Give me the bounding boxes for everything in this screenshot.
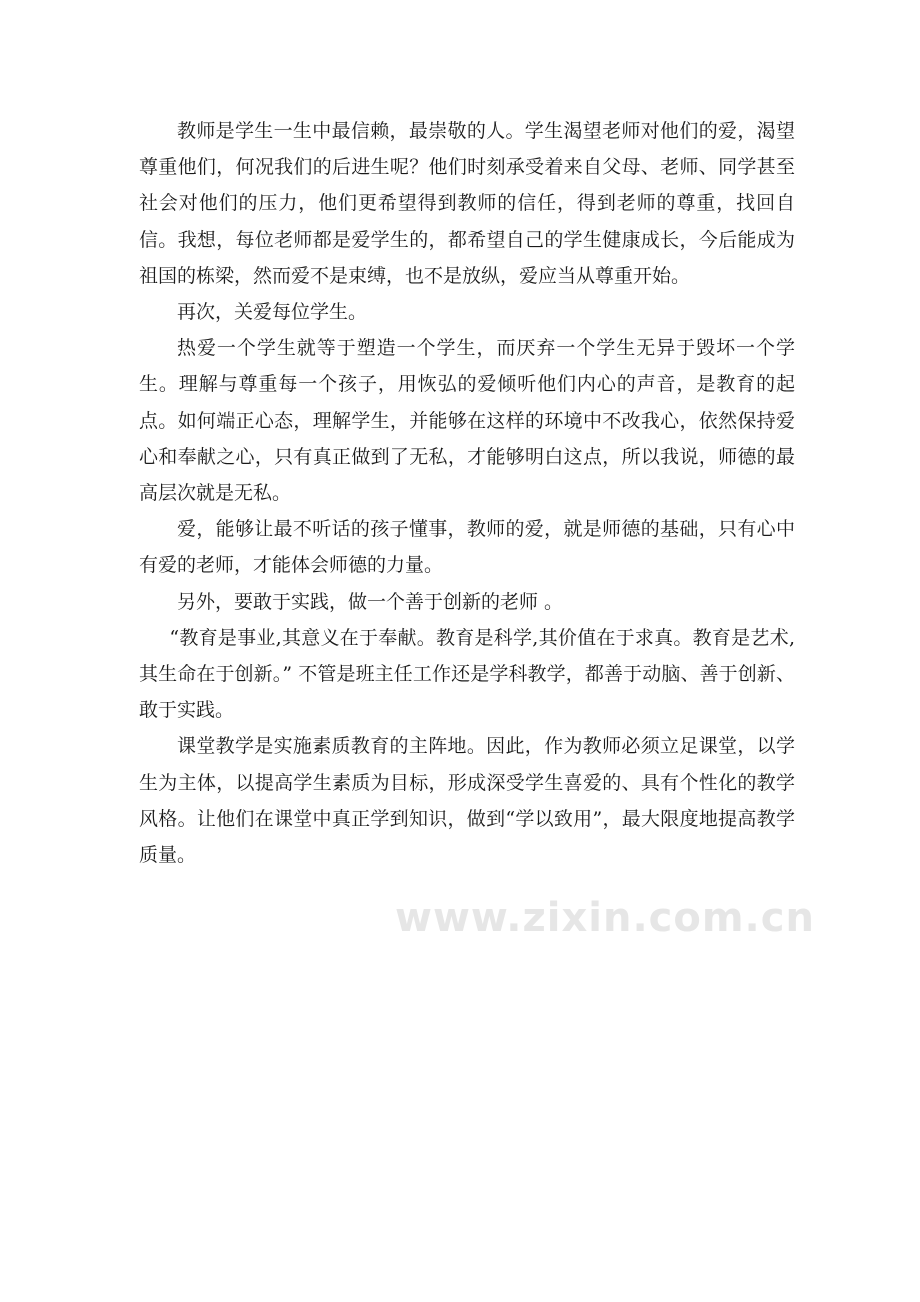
paragraph-education-quote: “教育是事业,其意义在于奉献。教育是科学,其价值在于求真。教育是艺术,其生命在于创新。” 不管是班主任工作还是学科教学，都善于动脑、善于创新、敢于实践。 bbox=[139, 626, 795, 722]
paragraph-love-foundation: 爱，能够让最不听话的孩子懂事，教师的爱，就是师德的基础，只有心中有爱的老师，才能体会师德的力量。 bbox=[139, 518, 795, 577]
paragraph-practice-heading: 另外，要敢于实践，做一个善于创新的老师 。 bbox=[177, 590, 564, 613]
paragraph-respect: 教师是学生一生中最信赖，最崇敬的人。学生渴望老师对他们的爱，渴望尊重他们，何况我们的后进生呢？他们时刻承受着来自父母、老师、同学甚至社会对他们的压力，他们更希望得到教师的信任，得到老师的尊重，找回自信。我想，每位老师都是爱学生的，都希望自己的学生健康成长，今后能成为祖国的栋梁，然而爱不是束缚，也不是放纵，爱应当从尊重开始。 bbox=[139, 120, 795, 287]
paragraph-care-heading: 再次，关爱每位学生。 bbox=[177, 301, 368, 324]
watermark: www.zixin.com.cn bbox=[395, 895, 815, 941]
paragraph-classroom-teaching: 课堂教学是实施素质教育的主阵地。因此，作为教师必须立足课堂，以学生为主体，以提高学生素质为目标，形成深受学生喜爱的、具有个性化的教学风格。让他们在课堂中真正学到知识，做到“学以致用”，最大限度地提高教学质量。 bbox=[139, 735, 795, 867]
paragraph-love-students: 热爱一个学生就等于塑造一个学生，而厌弃一个学生无异于毁坏一个学生。理解与尊重每一个孩子，用恢弘的爱倾听他们内心的声音，是教育的起点。如何端正心态，理解学生，并能够在这样的环境中不改我心，依然保持爱心和奉献之心，只有真正做到了无私，才能够明白这点，所以我说，师德的最高层次就是无私。 bbox=[139, 337, 795, 505]
document-body bbox=[139, 113, 795, 873]
